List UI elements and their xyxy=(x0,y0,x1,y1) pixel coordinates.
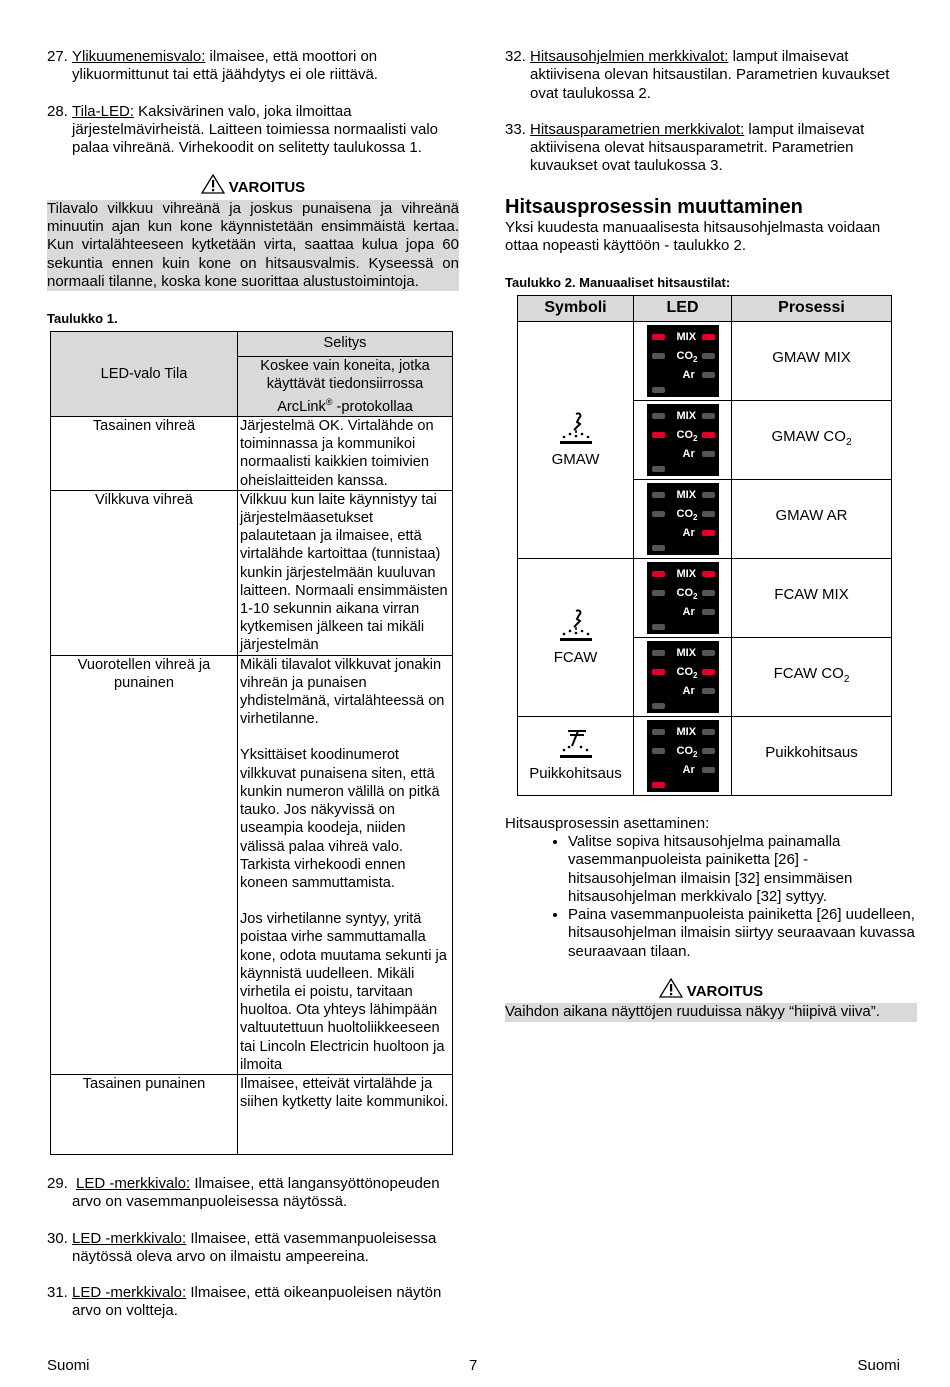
symbol-fcaw: FCAW xyxy=(518,558,634,716)
led-stick xyxy=(652,782,665,788)
led-panel-cell xyxy=(634,400,732,479)
led-co2-right xyxy=(702,511,715,517)
list-item-27: 27. Ylikuumenemisvalo: ilmaisee, että moottori on ylikuormittunut tai että jäähdytys ei ole riittävä. xyxy=(47,48,378,84)
left-column xyxy=(47,48,459,1321)
section-heading: Hitsausprosessin muuttaminen xyxy=(505,195,803,218)
led-ar-right xyxy=(702,372,715,378)
led-mix-left xyxy=(652,334,665,340)
item-text: Ilmaisee, että oikeanpuoleisen näytön arvo on voltteja. xyxy=(72,1284,442,1320)
led-ar-right xyxy=(702,609,715,615)
led-ar-right xyxy=(702,530,715,536)
list-item-32: 32. Hitsausohjelmien merkkivalot: lamput ilmaisevat aktiivisena olevan hitsaustilan. Parametrien kuvaukset ovat taulukossa 2. xyxy=(505,48,890,102)
table1-caption: Taulukko 1. xyxy=(47,311,118,327)
list-item-30: 30. LED -merkkivalo: Ilmaisee, että vasemmanpuoleisessa näytössä oleva arvo on ilmaistu ampeereina. xyxy=(47,1229,437,1265)
list-item-28: 28. Tila-LED: Kaksivärinen valo, joka ilmoittaa järjestelmävirheistä. Laitteen toimiessa normaalisti valo palaa vihreänä. Virhekoodit on selitetty taulukossa 1. xyxy=(47,102,438,157)
led-co2-right xyxy=(702,353,715,359)
table-row: Tasainen punainen Ilmaisee, etteivät virtalähde ja siihen kytketty laite kommunikoi. xyxy=(51,1074,453,1154)
table1-subheader: Koskee vain koneita, jotka käyttävät tiedonsiirrossa ArcLink® -protokollaa xyxy=(238,356,453,416)
list-item-29: 29. LED -merkkivalo: Ilmaisee, että langansyöttönopeuden arvo on vasemmanpuoleisessa näytössä. xyxy=(47,1174,440,1211)
items-top-left xyxy=(47,48,459,157)
table2-header-symbol: Symboli xyxy=(518,295,634,321)
warning-box-left xyxy=(47,174,459,291)
table1-header-desc: Selitys xyxy=(238,331,453,356)
led-stick xyxy=(652,624,665,630)
led-panel: MIX $CO_2$ Ar xyxy=(647,720,719,792)
setting-heading: Hitsausprosessin asettaminen: xyxy=(505,814,710,832)
warning-triangle-icon xyxy=(201,174,225,199)
footer-right: Suomi xyxy=(857,1357,900,1374)
led-co2-right xyxy=(702,590,715,596)
led-ar-right xyxy=(702,767,715,773)
warning-heading: VAROITUS xyxy=(505,978,917,1003)
items-bottom-left xyxy=(47,1175,459,1321)
led-mix-right xyxy=(702,650,715,656)
right-column xyxy=(505,48,917,1022)
led-panel-cell xyxy=(634,558,732,637)
list-item: • Valitse sopiva hitsausohjelma painamalla vasemmanpuoleista painiketta [26] - hitsausohjelman ilmaisin [32] ensimmäisen hitsausohjelman merkkivalo [32] syttyy. xyxy=(568,833,917,906)
item-text: lamput ilmaisevat aktiivisena olevan hitsaustilan. Parametrien kuvaukset ovat taulukossa 2. xyxy=(530,48,890,102)
led-mix-left xyxy=(652,571,665,577)
led-co2-left xyxy=(652,353,665,359)
table-row: FCAW MIX $CO_2$ Ar FCAW MIX xyxy=(518,558,892,637)
led-stick xyxy=(652,387,665,393)
warning-text: Vaihdon aikana näyttöjen ruuduissa näkyy “hiipivä viiva”. xyxy=(505,1003,917,1021)
table2-header-led: LED xyxy=(634,295,732,321)
led-ar-right xyxy=(702,451,715,457)
table-row: Vuorotellen vihreä ja punainen Mikäli tilavalot vilkkuvat jonakin vihreän ja punaisen yhdistelmänä, virtalähteessä on virhetilanne. Yksittäiset koodinumerot vilkkuvat punaisena siten, että kunkin numeron välillä on pitkä tauko. Jos näkyvissä on useampia koodeja, niiden välissä palaa vihreä valo. Tarkista virhekoodi ennen koneen sammuttamista. Jos virhetilanne syntyy, yritä poistaa virhe sammuttamalla kone, odota muutama sekunti ja käynnistä uudelleen. Mikäli virhetila ei poistu, tarvitaan huoltoa. Ota yhteys lähimpään valtuutettuun huoltoliikkeeseen tai Lincoln Electricin huoltoon ja ilmoita xyxy=(51,655,453,1074)
led-mix-right xyxy=(702,413,715,419)
table-row: Vilkkuva vihreä Vilkkuu kun laite käynnistyy tai järjestelmäasetukset palautetaan ja ilmaisee, että virtalähde kartoittaa (tunnistaa) kunkin järjestelmään kuuluvan laitteen. Normaali ensimmäisten 1-10 sekunnin aikana virran kytkemisen jälkeen tai mikäli järjestelmän xyxy=(51,490,453,655)
page-number: 7 xyxy=(469,1357,478,1374)
led-mix-left xyxy=(652,413,665,419)
led-mix-left xyxy=(652,729,665,735)
footer-left: Suomi xyxy=(47,1357,90,1374)
led-stick xyxy=(652,545,665,551)
warning-box-right xyxy=(505,978,917,1022)
led-co2-right xyxy=(702,748,715,754)
led-stick xyxy=(652,703,665,709)
led-mix-right xyxy=(702,571,715,577)
list-item-31: 31. LED -merkkivalo: Ilmaisee, että oikeanpuoleisen näytön arvo on voltteja. xyxy=(47,1284,442,1320)
led-panel: MIX $CO_2$ Ar xyxy=(647,562,719,634)
table-row: Tasainen vihreä Järjestelmä OK. Virtalähde on toiminnassa ja kommunikoi normaalisti kaikkien toimivien oheislaitteiden kanssa. xyxy=(51,417,453,491)
led-co2-left xyxy=(652,590,665,596)
led-mix-right xyxy=(702,729,715,735)
item-title: Ylikuumenemisvalo: xyxy=(72,48,206,65)
item-title: Hitsausohjelmien merkkivalot: xyxy=(530,48,729,65)
table-row: Puikkohitsaus MIX $CO_2$ Ar Puikkohitsaus xyxy=(518,716,892,795)
led-stick xyxy=(652,466,665,472)
item-title: Hitsausparametrien merkkivalot: xyxy=(530,120,745,138)
led-co2-left xyxy=(652,669,665,675)
table-row: MIX $CO_2$ Ar GMAW $CO_2$ xyxy=(518,400,892,479)
led-panel: MIX $CO_2$ Ar xyxy=(647,483,719,555)
item-text: Ilmaisee, että vasemmanpuoleisessa näytössä oleva arvo on ilmaistu ampeereina. xyxy=(72,1229,437,1265)
welding-modes-table xyxy=(517,295,892,796)
led-co2-right xyxy=(702,432,715,438)
led-co2-left xyxy=(652,748,665,754)
table-row: MIX $CO_2$ Ar FCAW $CO_2$ xyxy=(518,637,892,716)
led-panel: MIX $CO_2$ Ar xyxy=(647,325,719,397)
symbol-gmaw: GMAW xyxy=(518,321,634,558)
warning-heading: VAROITUS xyxy=(47,174,459,199)
led-mix-left xyxy=(652,492,665,498)
item-title: LED -merkkivalo: xyxy=(72,1284,187,1302)
led-mix-right xyxy=(702,492,715,498)
table1-header-state: LED-valo Tila xyxy=(51,331,238,416)
fcaw-torch-icon xyxy=(518,607,633,648)
item-text: ilmaisee, että moottori on ylikuormittunut tai että jäähdytys ei ole riittävä. xyxy=(72,48,378,84)
symbol-stick: Puikkohitsaus xyxy=(518,716,634,795)
section-intro: Yksi kuudesta manuaalisesta hitsausohjelmasta voidaan ottaa nopeasti käyttöön - taulukko 2. xyxy=(505,218,881,255)
led-panel-cell xyxy=(634,479,732,558)
item-text: Ilmaisee, että langansyöttönopeuden arvo on vasemmanpuoleisessa näytössä. xyxy=(72,1174,440,1211)
warning-triangle-icon xyxy=(659,978,683,1003)
warning-text: Tilavalo vilkkuu vihreänä ja joskus punaisena ja vihreänä minuutin ajan kun kone käynnistetään ensimmäistä kertaa. Kun virtalähteeseen kytketään virta, saattaa kulua jopa 60 sekuntia ennen kuin kone on hitsausvalmis. Kyseessä on normaali tilanne, koska kone suorittaa alustustoimintoja. xyxy=(47,199,459,290)
list-item: • Paina vasemmanpuoleista painiketta [26] uudelleen, hitsausohjelman ilmaisin siirtyy seuraavaan kuvassa seuraavaan tilaan. xyxy=(568,906,917,961)
item-text: lamput ilmaisevat aktiivisena olevat hitsausparametrit. Parametrien kuvaukset ovat taulukossa 3. xyxy=(530,120,865,175)
led-mix-left xyxy=(652,650,665,656)
item-title: Tila-LED: xyxy=(72,102,134,120)
led-panel: MIX $CO_2$ Ar xyxy=(647,404,719,476)
led-mix-right xyxy=(702,334,715,340)
led-panel-cell xyxy=(634,716,732,795)
led-status-table xyxy=(50,331,453,1155)
item-text: Kaksivärinen valo, joka ilmoittaa järjestelmävirheistä. Laitteen toimiessa normaalisti valo palaa vihreänä. Virhekoodit on selitetty taulukossa 1. xyxy=(72,102,438,157)
table2-header-process: Prosessi xyxy=(732,295,892,321)
gmaw-torch-icon xyxy=(518,410,633,451)
item-title: LED -merkkivalo: xyxy=(72,1229,187,1247)
led-panel-cell xyxy=(634,637,732,716)
list-item-33: 33. Hitsausparametrien merkkivalot: lamput ilmaisevat aktiivisena olevat hitsausparametrit. Parametrien kuvaukset ovat taulukossa 3. xyxy=(505,120,865,175)
led-panel: MIX $CO_2$ Ar xyxy=(647,641,719,713)
led-ar-right xyxy=(702,688,715,694)
table2-caption: Taulukko 2. Manuaaliset hitsaustilat: xyxy=(505,275,731,291)
led-co2-left xyxy=(652,511,665,517)
setting-steps xyxy=(505,833,917,961)
table-row: GMAW MIX $CO_2$ Ar GMAW MIX xyxy=(518,321,892,400)
led-co2-left xyxy=(652,432,665,438)
stick-electrode-icon xyxy=(518,728,633,765)
led-panel-cell xyxy=(634,321,732,400)
led-co2-right xyxy=(702,669,715,675)
item-title: LED -merkkivalo: xyxy=(76,1174,191,1192)
table-row: MIX $CO_2$ Ar GMAW AR xyxy=(518,479,892,558)
